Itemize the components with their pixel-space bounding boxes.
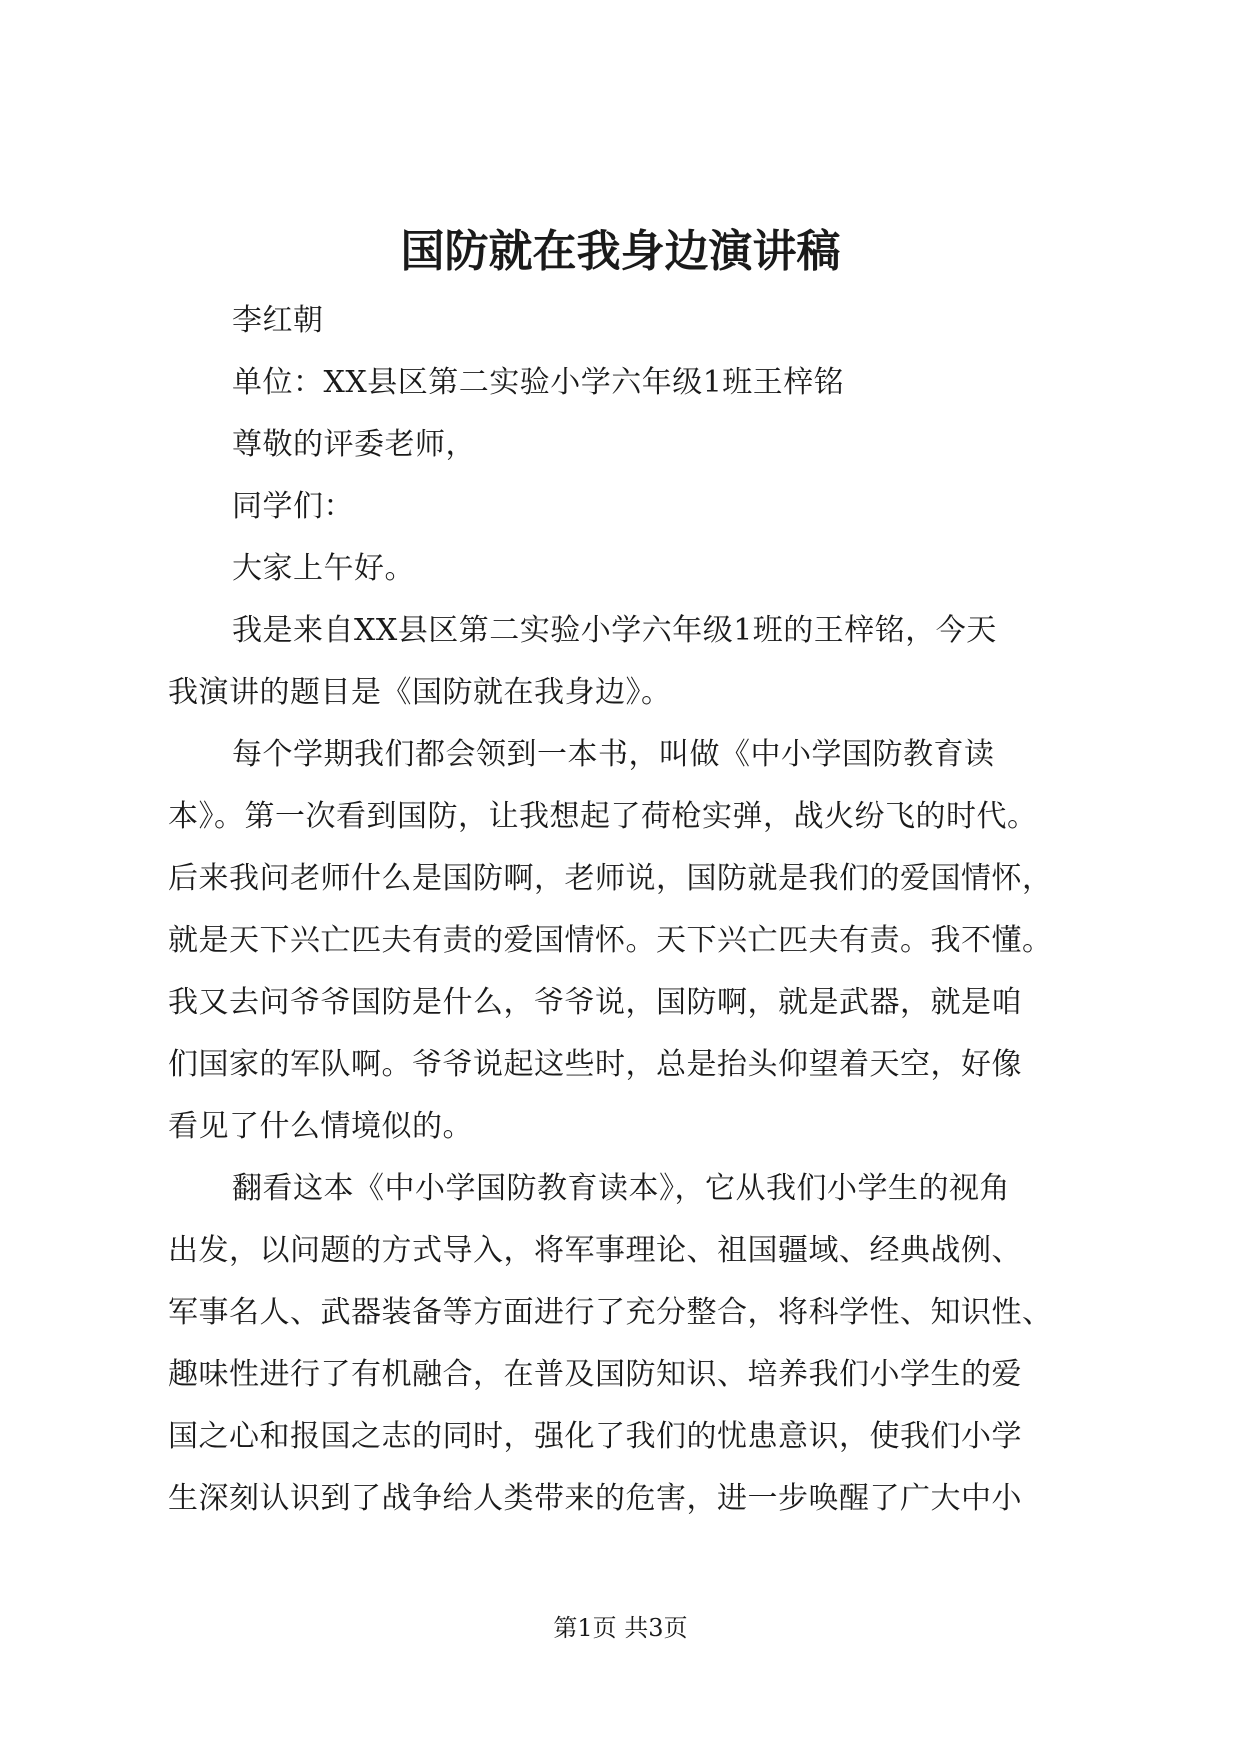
salutation-line: 尊敬的评委老师， [232, 427, 476, 462]
paragraph-line: 就是天下兴亡匹夫有责的爱国情怀。天下兴亡匹夫有责。我不懂。 [168, 923, 1053, 958]
document-title: 国防就在我身边演讲稿 [400, 226, 841, 277]
paragraph-line: 每个学期我们都会领到一本书，叫做《中小学国防教育读 [232, 737, 995, 772]
paragraph-line: 军事名人、武器装备等方面进行了充分整合，将科学性、知识性、 [168, 1295, 1053, 1330]
paragraph-line: 们国家的军队啊。爷爷说起这些时，总是抬头仰望着天空，好像 [168, 1047, 1022, 1082]
paragraph-line: 我演讲的题目是《国防就在我身边》。 [168, 675, 672, 710]
paragraph-line: 国之心和报国之志的同时，强化了我们的忧患意识，使我们小学 [168, 1419, 1022, 1454]
paragraph-line: 后来我问老师什么是国防啊，老师说，国防就是我们的爱国情怀， [168, 861, 1053, 896]
paragraph-line: 趣味性进行了有机融合，在普及国防知识、培养我们小学生的爱 [168, 1357, 1022, 1392]
paragraph-line: 我是来自XX县区第二实验小学六年级1班的王梓铭，今天 [232, 613, 997, 648]
page-footer: 第1页 共3页 [553, 1614, 688, 1642]
document-body [168, 290, 1080, 1530]
author-line: 李红朝 [232, 303, 324, 338]
greeting-line: 大家上午好。 [232, 551, 415, 586]
paragraph-line: 出发，以问题的方式导入，将军事理论、祖国疆域、经典战例、 [168, 1233, 1022, 1268]
paragraph-line: 我又去问爷爷国防是什么，爷爷说，国防啊，就是武器，就是咱 [168, 985, 1022, 1020]
paragraph-line: 看见了什么情境似的。 [168, 1109, 473, 1144]
salutation-line: 同学们： [232, 489, 354, 524]
unit-line: 单位：XX县区第二实验小学六年级1班王梓铭 [232, 365, 845, 400]
paragraph-line: 本》。第一次看到国防，让我想起了荷枪实弹，战火纷飞的时代。 [168, 799, 1038, 834]
paragraph-line: 生深刻认识到了战争给人类带来的危害，进一步唤醒了广大中小 [168, 1481, 1022, 1516]
paragraph-line: 翻看这本《中小学国防教育读本》，它从我们小学生的视角 [232, 1171, 1010, 1206]
